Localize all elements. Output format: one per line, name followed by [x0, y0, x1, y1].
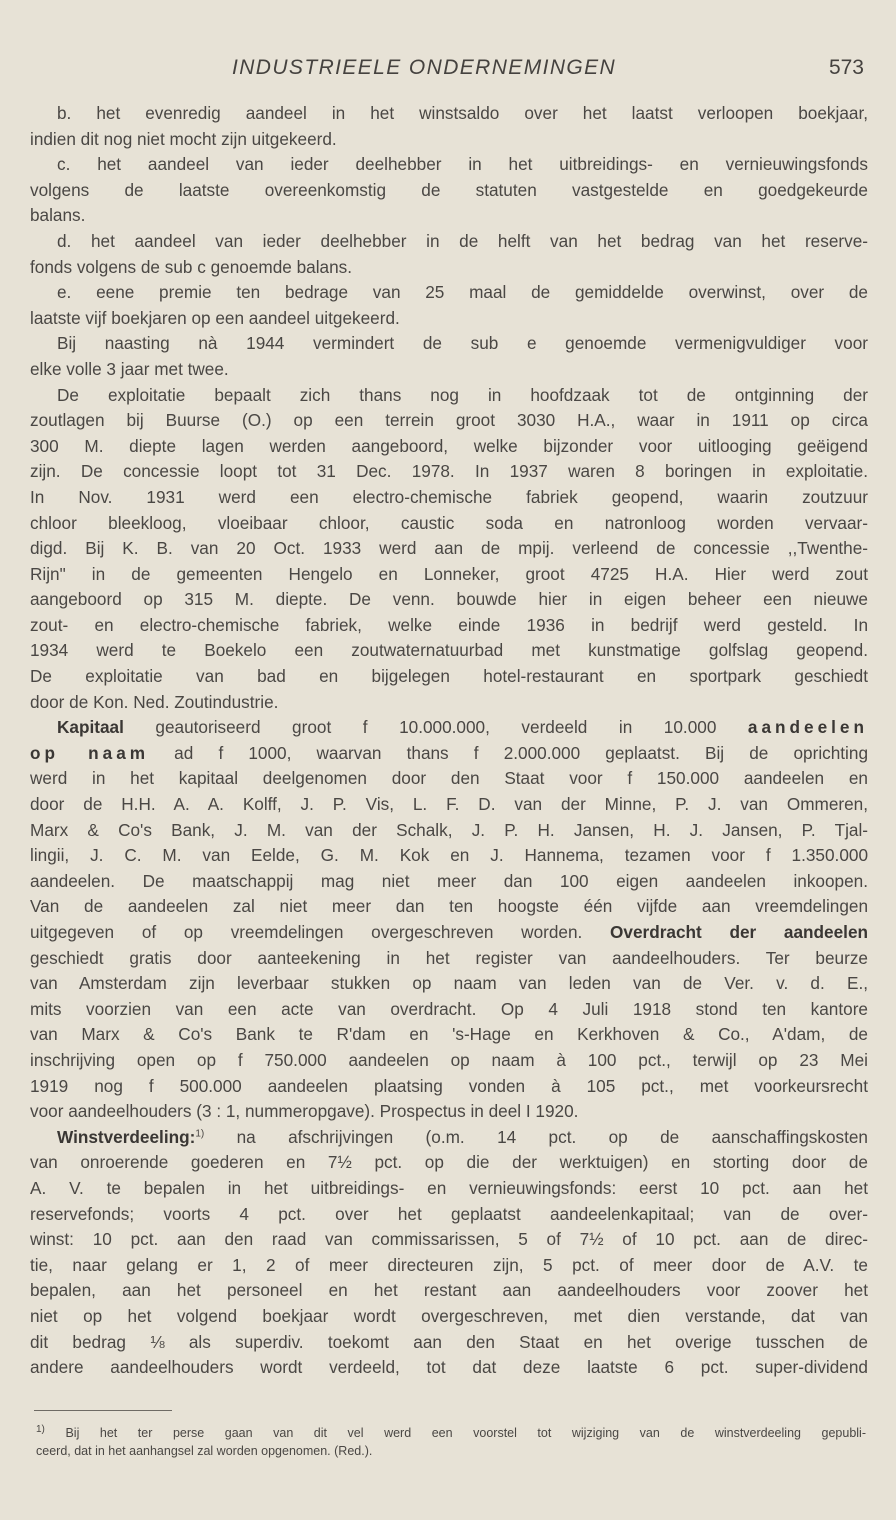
text-line: aangeboord op 315 M. diepte. De venn. bouwde hier in eigen beheer een nieuwe [30, 589, 868, 610]
text-line: digd. Bij K. B. van 20 Oct. 1933 werd aan de mpij. verleend de concessie ,,Twenthe- [30, 538, 868, 559]
text-line: Rijn" in de gemeenten Hengelo en Lonneker, groot 4725 H.A. Hier werd zout [30, 563, 868, 584]
overdracht-heading: Overdracht der aandeelen [610, 922, 868, 942]
overdracht-pre: uitgegeven of op vreemdelingen overgeschreven worden. [30, 922, 611, 942]
text-line: door de Kon. Ned. Zoutindustrie. [30, 691, 279, 712]
text-line: werd in het kapitaal deelgenomen door den Staat voor f 150.000 aandeelen en [30, 768, 868, 789]
text-line: zijn. De concessie loopt tot 31 Dec. 1978. In 1937 waren 8 boringen in exploitatie. [30, 461, 868, 482]
text-line: niet op het volgend boekjaar wordt overgeschreven, met dien verstande, dat van [30, 1305, 868, 1326]
winst-text: na afschrijvingen (o.m. 14 pct. op de aanschaffingskosten [204, 1126, 868, 1147]
text-line: inschrijving open op f 750.000 aandeelen op naam à 100 pct., terwijl op 23 Mei [30, 1049, 868, 1070]
text-line: De exploitatie bepaalt zich thans nog in hoofdzaak tot de ontginning der [57, 384, 868, 405]
text-line: reservefonds; voorts 4 pct. over het geplaatst aandeelenkapitaal; van de over- [30, 1203, 868, 1224]
text-line: fonds volgens de sub c genoemde balans. [30, 256, 353, 277]
footnote-divider [34, 1410, 172, 1411]
text-line: Bij naasting nà 1944 vermindert de sub e genoemde vermenigvuldiger voor [57, 333, 868, 354]
text-line: laatste vijf boekjaren op een aandeel uitgekeerd. [30, 307, 400, 328]
footnote [36, 1424, 866, 1460]
text-line: balans. [30, 205, 86, 226]
text-line: aandeelen. De maatschappij mag niet meer dan 100 eigen aandeelen inkoopen. [30, 870, 868, 891]
footnote-line [36, 1424, 866, 1442]
text-line: 300 M. diepte lagen werden aangeboord, welke bijzonder voor uitlooging geëigend [30, 435, 868, 456]
text-line: zoutlagen bij Buurse (O.) op een terrein groot 3030 H.A., waar in 1911 op circa [30, 410, 868, 431]
kapitaal-text: geautoriseerd groot f 10.000.000, verdeeld in 10.000 [123, 717, 748, 738]
text-line: 1919 nog f 500.000 aandeelen plaatsing vonden à 105 pct., met voorkeursrecht [30, 1075, 868, 1096]
text-line: Van de aandeelen zal niet meer dan ten hoogste één vijfde aan vreemdelingen [30, 896, 868, 917]
text-line: Marx & Co's Bank, J. M. van der Schalk, J. P. H. Jansen, H. J. Jansen, P. Tjal- [30, 819, 868, 840]
text-line: zout- en electro-chemische fabriek, welke einde 1936 in bedrijf werd gesteld. In [30, 614, 868, 635]
emphasis-aandeelen: aandeelen [747, 717, 868, 738]
text-line: c. het aandeel van ieder deelhebber in het uitbreidings- en vernieuwingsfonds [57, 154, 868, 175]
text-line: d. het aandeel van ieder deelhebber in de helft van het bedrag van het reserve- [57, 230, 868, 251]
footnote-text: Bij het ter perse gaan van dit vel werd een voorstel tot wijziging van de winstverdeeling gepubli- [44, 1426, 866, 1440]
text-line: chloor bleekloog, vloeibaar chloor, caustic soda en natronloog worden vervaar- [30, 512, 868, 533]
kapitaal-text-2: ad f 1000, waarvan thans f 2.000.000 geplaatst. Bij de oprichting [149, 742, 868, 763]
footnote-line: ceerd, dat in het aanhangsel zal worden opgenomen. (Red.). [36, 1444, 373, 1458]
text-line: van Amsterdam zijn leverbaar stukken op naam van leden van de Ver. v. d. E., [30, 973, 868, 994]
text-line: In Nov. 1931 werd een electro-chemische fabriek geopend, waarin zoutzuur [30, 486, 868, 507]
text-line: winst: 10 pct. aan den raad van commissarissen, 5 of 7½ of 10 pct. aan de direc- [30, 1229, 868, 1250]
text-line: indien dit nog niet mocht zijn uitgekeerd. [30, 128, 337, 149]
text-line: elke volle 3 jaar met twee. [30, 358, 229, 379]
kapitaal-heading: Kapitaal [57, 717, 124, 738]
page-number: 573 [828, 56, 864, 79]
body-text [30, 101, 868, 1381]
text-line: De exploitatie van bad en bijgelegen hotel-restaurant en sportpark geschiedt [30, 666, 868, 687]
text-line: A. V. te bepalen in het uitbreidings- en vernieuwingsfonds: eerst 10 pct. aan het [30, 1177, 868, 1198]
footnote-mark: 1) [36, 1423, 45, 1435]
text-line: 1934 werd te Boekelo een zoutwaternatuurbad met kunstmatige golfslag geopend. [30, 640, 868, 661]
text-line [30, 741, 868, 767]
text-line: mits voorzien van een acte van overdracht. Op 4 Juli 1918 stond ten kantore [30, 998, 868, 1019]
text-line: tie, naar gelang er 1, 2 of meer directeuren zijn, 5 pct. of meer door de A.V. te [30, 1254, 868, 1275]
running-head: INDUSTRIEELE ONDERNEMINGEN [232, 56, 617, 79]
text-line: andere aandeelhouders wordt verdeeld, tot dat deze laatste 6 pct. super-dividend [30, 1357, 868, 1378]
footnote-ref: 1) [195, 1128, 205, 1140]
text-line [30, 920, 868, 946]
text-line: b. het evenredig aandeel in het winstsaldo over het laatst verloopen boekjaar, [57, 103, 868, 123]
text-line: door de H.H. A. A. Kolff, J. P. Vis, L. F. D. van der Minne, P. J. van Ommeren, [30, 794, 868, 815]
page-header [0, 56, 896, 92]
text-line: bepalen, aan het personeel en het restant aan aandeelhouders voor zoover het [30, 1280, 868, 1301]
text-line: lingii, J. C. M. van Eelde, G. M. Kok en J. Hannema, tezamen voor f 1.350.000 [30, 845, 868, 866]
text-line [30, 1125, 868, 1151]
text-line [30, 715, 868, 741]
text-line: dit bedrag ⅛ als superdiv. toekomt aan den Staat en het overige tusschen de [30, 1331, 868, 1352]
text-line: geschiedt gratis door aanteekening in het register van aandeelhouders. Ter beurze [30, 947, 868, 968]
text-line: van Marx & Co's Bank te R'dam en 's-Hage en Kerkhoven & Co., A'dam, de [30, 1024, 868, 1045]
text-line: volgens de laatste overeenkomstig de statuten vastgestelde en goedgekeurde [30, 179, 868, 200]
text-line: e. eene premie ten bedrage van 25 maal de gemiddelde overwinst, over de [57, 282, 868, 303]
text-line: van onroerende goederen en 7½ pct. op die der werktuigen) en storting door de [30, 1152, 868, 1173]
winstverdeeling-heading: Winstverdeeling: [57, 1126, 196, 1147]
text-line: voor aandeelhouders (3 : 1, nummeropgave). Prospectus in deel I 1920. [30, 1101, 579, 1122]
emphasis-op-naam: op naam [30, 742, 150, 763]
